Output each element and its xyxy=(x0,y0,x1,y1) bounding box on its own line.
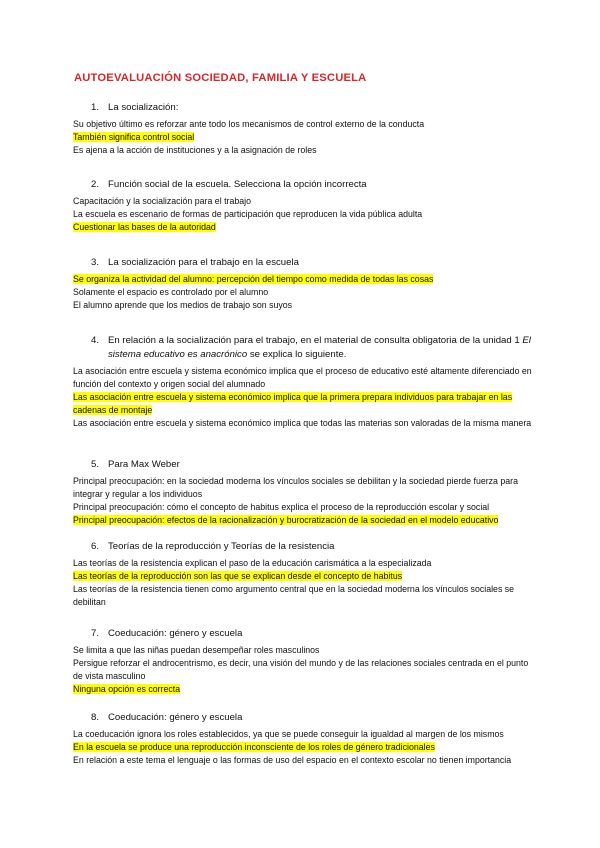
question-text: En relación a la socialización para el trabajo, en el material de consulta obligatoria de la unidad 1 xyxy=(108,335,520,346)
answer-option: Solamente el espacio es controlado por el alumno xyxy=(73,287,269,297)
answer-option: El alumno aprende que los medios de trabajo son suyos xyxy=(73,300,293,310)
answer-option: Persigue reforzar el androcentrismo, es decir, una visión del mundo y de las relaciones sociales centrada en el punto de vista masculino xyxy=(73,658,529,681)
answer-option: Es ajena a la acción de instituciones y a la asignación de roles xyxy=(73,145,317,155)
document-title: AUTOEVALUACIÓN SOCIEDAD, FAMILIA Y ESCUELA xyxy=(74,72,367,84)
question-number: 7. xyxy=(91,628,100,639)
question-5 xyxy=(73,458,533,527)
question-text: La socialización: xyxy=(108,102,179,113)
answer-option: Su objetivo último es reforzar ante todo los mecanismos de control externo de la conducta xyxy=(73,119,425,129)
question-number: 3. xyxy=(91,257,100,268)
question-1 xyxy=(73,101,533,157)
question-text-italic: El sistema educativo es anacrónico xyxy=(108,335,531,360)
answer-option-highlighted: También significa control social xyxy=(73,132,195,142)
question-number: 1. xyxy=(91,102,100,113)
answer-option: La coeducación ignora los roles establecidos, ya que se puede conseguir la igualdad al margen de los mismos xyxy=(73,729,504,739)
question-number: 2. xyxy=(91,179,100,190)
question-7 xyxy=(73,627,533,696)
answer-option-highlighted: Las asociación entre escuela y sistema económico implica que la primera prepara individuos para trabajar en las cadenas de montaje xyxy=(73,392,513,415)
answer-option-highlighted: Ninguna opción es correcta xyxy=(73,684,181,694)
answer-option: Principal preocupación: en la sociedad moderna los vínculos sociales se debilitan y la sociedad pierde fuerza para integrar y regular a los individuos xyxy=(73,476,518,499)
question-heading xyxy=(91,711,533,725)
answer-option: Las teorías de la resistencia tienen como argumento central que en la sociedad moderna los vínculos sociales se debilitan xyxy=(73,584,515,607)
answer-option: Las teorías de la resistencia explican el paso de la educación carismática a la especializada xyxy=(73,558,432,568)
answer-option-highlighted: Principal preocupación: efectos de la racionalización y burocratización de la sociedad en el modelo educativo xyxy=(73,515,499,525)
question-heading xyxy=(91,458,533,472)
question-number: 8. xyxy=(91,712,100,723)
question-4 xyxy=(73,334,533,430)
answer-option: Se limita a que las niñas puedan desempeñar roles masculinos xyxy=(73,645,320,655)
question-text: La socialización para el trabajo en la escuela xyxy=(108,257,299,268)
question-text: Coeducación: género y escuela xyxy=(108,628,243,639)
question-heading xyxy=(91,256,533,270)
answer-option-highlighted: Las teorías de la reproducción son las que se explican desde el concepto de habitus xyxy=(73,571,403,581)
question-heading xyxy=(91,540,533,554)
question-6 xyxy=(73,540,533,609)
question-2 xyxy=(73,178,533,234)
answer-option: La escuela es escenario de formas de participación que reproducen la vida pública adulta xyxy=(73,209,423,219)
question-number: 4. xyxy=(91,335,100,346)
answer-option: Principal preocupación: cómo el concepto de habitus explica el proceso de la reproducción escolar y social xyxy=(73,502,490,512)
answer-option-highlighted: Cuestionar las bases de la autoridad xyxy=(73,222,216,232)
answer-option: Las asociación entre escuela y sistema económico implica que todas las materias son valoradas de la misma manera xyxy=(73,418,532,428)
question-3 xyxy=(73,256,533,312)
question-heading xyxy=(91,101,533,115)
question-heading xyxy=(91,334,533,362)
question-text: Función social de la escuela. Selecciona la opción incorrecta xyxy=(108,179,367,190)
answer-option: La asociación entre escuela y sistema económico implica que el proceso de educativo esté altamente diferenciado en función del contexto y origen social del alumnado xyxy=(73,366,532,389)
question-number: 5. xyxy=(91,459,100,470)
question-text: Para Max Weber xyxy=(108,459,180,470)
question-text: Teorías de la reproducción y Teorías de la resistencia xyxy=(108,541,335,552)
question-heading xyxy=(91,627,533,641)
question-heading xyxy=(91,178,533,192)
answer-option-highlighted: En la escuela se produce una reproducción inconsciente de los roles de género tradicionales xyxy=(73,742,435,752)
question-text: Coeducación: género y escuela xyxy=(108,712,243,723)
answer-option-highlighted: Se organiza la actividad del alumno: percepción del tiempo como medida de todas las cosas xyxy=(73,274,434,284)
question-text-tail: se explica lo siguiente. xyxy=(247,349,347,360)
question-number: 6. xyxy=(91,541,100,552)
answer-option: En relación a este tema el lenguaje o las formas de uso del espacio en el contexto escolar no tienen importancia xyxy=(73,755,512,765)
question-8 xyxy=(73,711,533,767)
answer-option: Capacitación y la socialización para el trabajo xyxy=(73,196,251,206)
